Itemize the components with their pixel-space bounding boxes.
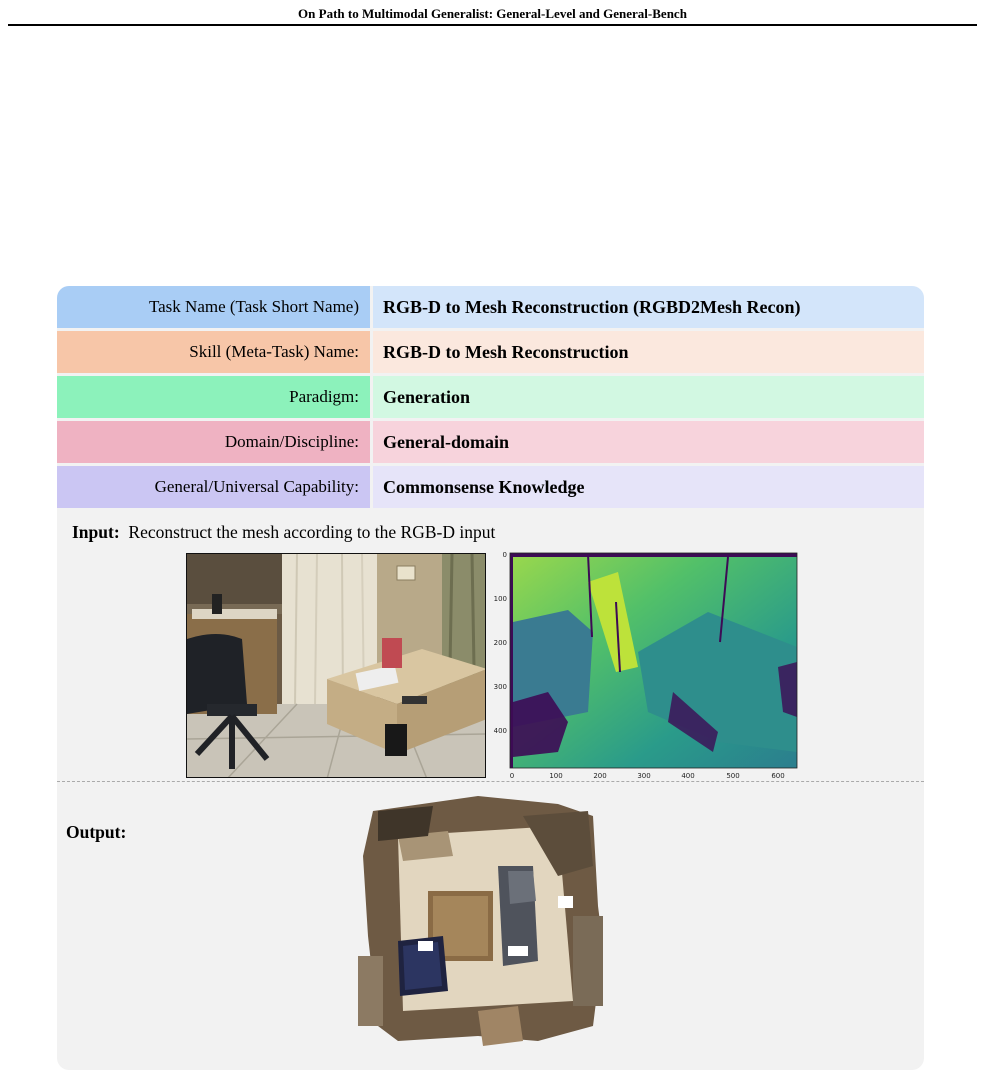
y-tick: 200 — [493, 639, 507, 647]
task-name-key: Task Name (Task Short Name) — [57, 286, 370, 328]
x-tick: 100 — [549, 772, 563, 780]
input-line — [72, 522, 495, 543]
row-paradigm — [57, 376, 924, 418]
row-domain — [57, 421, 924, 463]
capability-key: General/Universal Capability: — [57, 466, 370, 508]
y-tick: 400 — [493, 727, 507, 735]
rgb-input-image — [186, 553, 486, 778]
paradigm-key: Paradigm: — [57, 376, 370, 418]
row-skill-name — [57, 331, 924, 373]
y-tick: 0 — [502, 552, 507, 559]
domain-value: General-domain — [373, 421, 924, 463]
x-tick: 500 — [726, 772, 740, 780]
input-text: Reconstruct the mesh according to the RGB-D input — [128, 522, 496, 542]
row-task-name — [57, 286, 924, 328]
x-tick: 300 — [637, 772, 651, 780]
skill-name-key: Skill (Meta-Task) Name: — [57, 331, 370, 373]
page-header — [0, 0, 985, 26]
y-tick: 300 — [493, 683, 507, 691]
section-divider — [57, 781, 924, 782]
task-card — [57, 286, 924, 1070]
x-tick: 0 — [509, 772, 515, 780]
capability-value: Commonsense Knowledge — [373, 466, 924, 508]
row-capability — [57, 466, 924, 508]
skill-name-value: RGB-D to Mesh Reconstruction — [373, 331, 924, 373]
header-rule — [8, 24, 977, 26]
x-tick: 600 — [771, 772, 785, 780]
y-tick: 100 — [493, 595, 507, 603]
input-label: Input: — [72, 522, 120, 542]
depth-input-plot — [488, 552, 802, 786]
x-tick: 400 — [681, 772, 695, 780]
x-tick: 200 — [593, 772, 607, 780]
task-name-value: RGB-D to Mesh Reconstruction (RGBD2Mesh Recon) — [373, 286, 924, 328]
mesh-output-image — [358, 796, 608, 1051]
paradigm-value: Generation — [373, 376, 924, 418]
output-label: Output: — [66, 822, 127, 842]
paper-running-title: On Path to Multimodal Generalist: General-Level and General-Bench — [298, 6, 687, 21]
domain-key: Domain/Discipline: — [57, 421, 370, 463]
